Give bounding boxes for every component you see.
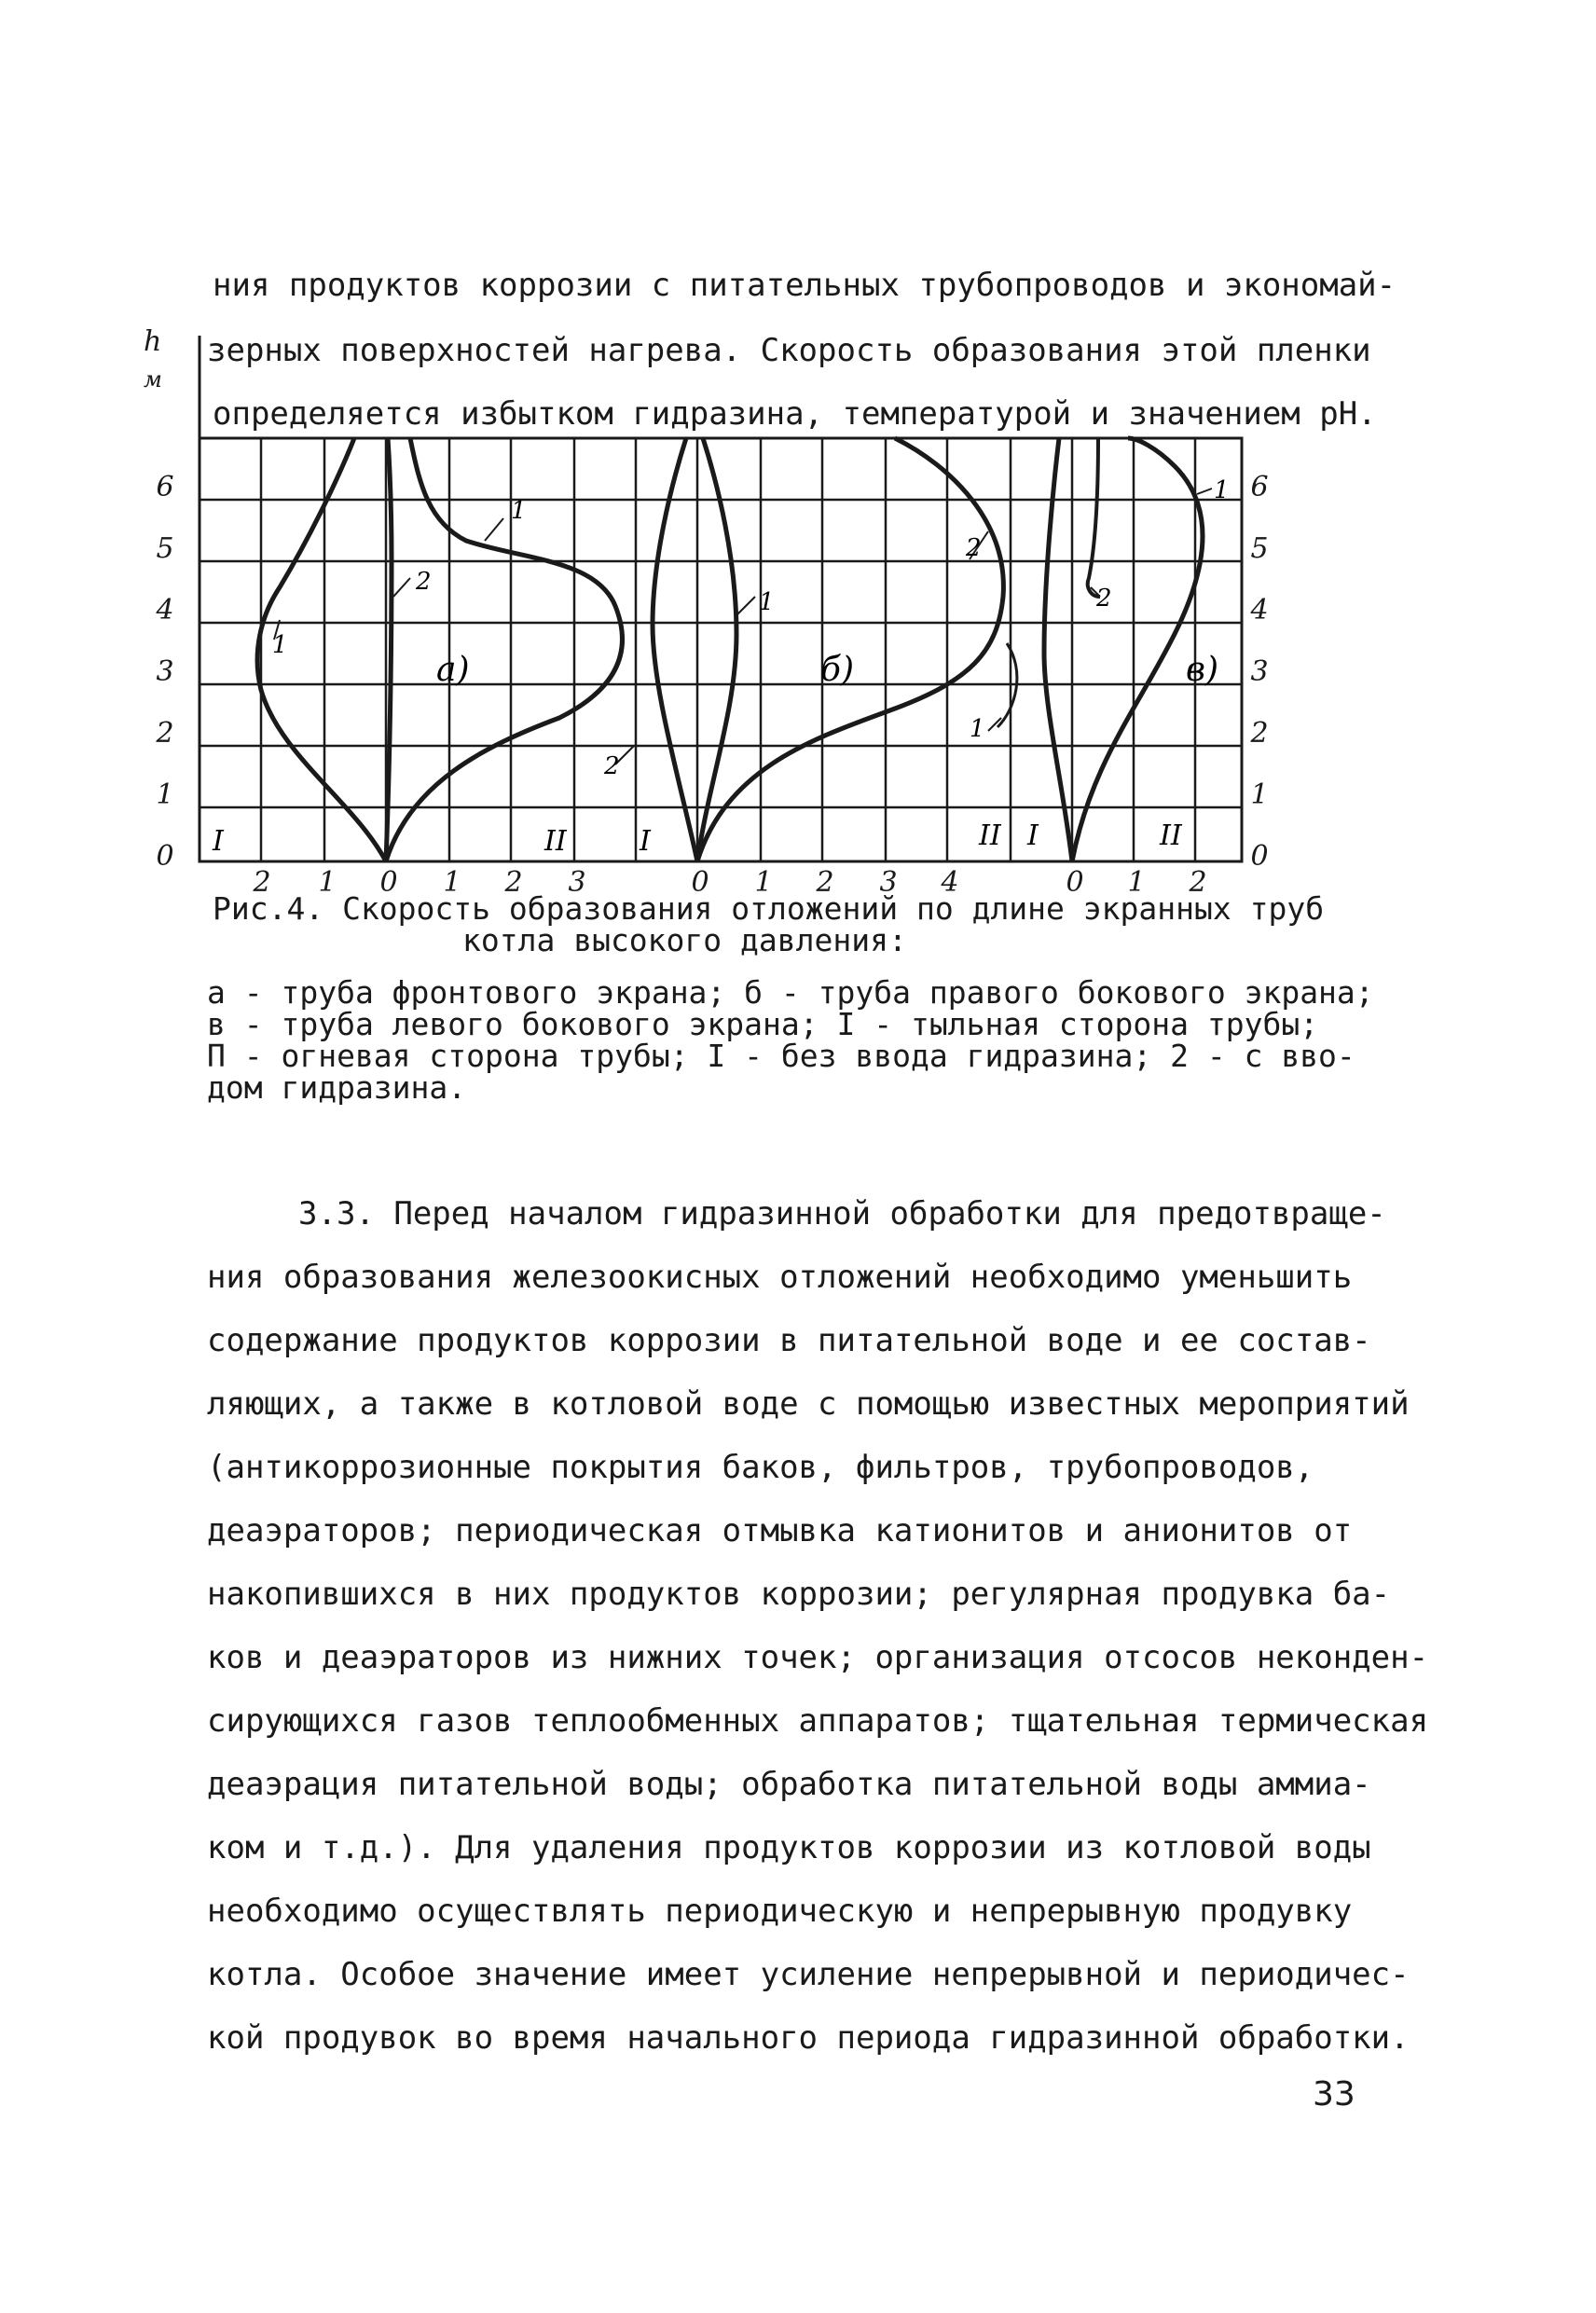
- main-paragraph-line-12: необходимо осуществлять периодическую и непрерывную продувку: [207, 1893, 1353, 1930]
- top-paragraph-line-2: зерных поверхностей нагрева. Скорость образования этой пленки: [207, 332, 1371, 369]
- deposition-rate-chart: [0, 0, 1596, 932]
- panel-label-c: в): [1186, 651, 1218, 689]
- curve-label-a-1r: 1: [511, 497, 527, 525]
- x-tick-a-1: 1: [443, 866, 461, 899]
- figure-legend-line-4: дом гидразина.: [207, 1069, 467, 1106]
- curve-label-b-2t: 1: [970, 715, 985, 743]
- main-paragraph-line-4: ляющих, а также в котловой воде с помощью известных мероприятий: [207, 1385, 1410, 1423]
- figure-legend-line-1: а - труба фронтового экрана; б - труба правого бокового экрана;: [207, 974, 1374, 1011]
- y-axis-label-h: h: [144, 325, 162, 358]
- main-paragraph-line-3: содержание продуктов коррозии в питательной воде и ее состав-: [207, 1322, 1371, 1359]
- curve-label-b-1l: 2: [604, 752, 620, 780]
- side-label-c-i: I: [1027, 819, 1039, 852]
- curve-label-b-2: 1: [759, 588, 775, 616]
- figure-legend-line-3: П - огневая сторона трубы; I - без ввода гидразина; 2 - с вво-: [207, 1038, 1355, 1074]
- y-tick-right-1: 1: [1250, 778, 1269, 811]
- x-tick-b-4: 4: [941, 866, 959, 899]
- side-label-b-ii: II: [979, 819, 1001, 852]
- main-paragraph-line-5: (антикоррозионные покрытия баков, фильтров, трубопроводов,: [207, 1449, 1314, 1486]
- curve-b-1-tyl: [653, 438, 697, 861]
- x-tick-b-2: 2: [816, 866, 834, 899]
- y-tick-right-5: 5: [1250, 532, 1269, 565]
- side-label-a-ii: II: [544, 825, 567, 858]
- panel-label-b: б): [820, 651, 855, 689]
- top-paragraph-line-3: определяется избытком гидразина, температурой и значением pH.: [213, 395, 1377, 433]
- x-tick-b-0: 0: [691, 866, 709, 899]
- main-paragraph-line-10: деаэрация питательной воды; обработка питательной воды аммиа-: [207, 1766, 1371, 1803]
- x-tick-b-3: 3: [879, 866, 898, 899]
- figure-caption-title: Рис.4. Скорость образования отложений по длине экранных труб: [213, 890, 1325, 927]
- x-tick-a-3: 3: [568, 866, 586, 899]
- page-number: 33: [1313, 2075, 1355, 2113]
- y-tick-left-4: 4: [156, 594, 174, 626]
- y-tick-right-4: 4: [1250, 594, 1269, 626]
- main-paragraph-line-2: ния образования железоокисных отложений необходимо уменьшить: [207, 1259, 1353, 1296]
- x-tick-c-0: 0: [1066, 866, 1084, 899]
- curve-c-2: [1088, 438, 1100, 597]
- main-paragraph-line-8: ков и деаэраторов из нижних точек; организация отсосов неконден-: [207, 1639, 1429, 1676]
- side-label-c-ii: II: [1160, 819, 1182, 852]
- main-paragraph-line-7: накопившихся в них продуктов коррозии; регулярная продувка ба-: [207, 1576, 1391, 1613]
- panel-label-a: а): [436, 651, 470, 689]
- main-paragraph-line-1: 3.3. Перед началом гидразинной обработки для предотвраще-: [298, 1195, 1386, 1232]
- side-label-b-i: I: [640, 825, 651, 858]
- curve-b-1: [697, 438, 1003, 861]
- y-tick-left-0: 0: [156, 840, 174, 873]
- curve-label-b-1r: 2: [966, 534, 982, 562]
- main-paragraph-line-9: сирующихся газов теплообменных аппаратов; тщательная термическая: [207, 1702, 1429, 1740]
- main-paragraph-line-14: кой продувок во время начального периода гидразинной обработки.: [207, 2019, 1410, 2057]
- y-tick-right-6: 6: [1250, 471, 1269, 503]
- y-tick-left-1: 1: [156, 778, 174, 811]
- main-paragraph-line-6: деаэраторов; периодическая отмывка катионитов и анионитов от: [207, 1512, 1353, 1549]
- x-tick-a-0: 0: [379, 866, 398, 899]
- figure-caption-subtitle: котла высокого давления:: [462, 922, 907, 958]
- y-tick-right-3: 3: [1250, 655, 1269, 688]
- curve-label-a-1l: 1: [272, 631, 288, 659]
- y-tick-left-6: 6: [156, 471, 174, 503]
- curve-label-c-2: 2: [1096, 585, 1112, 613]
- x-tick-c-1: 1: [1127, 866, 1146, 899]
- x-tick-a-1l: 1: [318, 866, 337, 899]
- curve-label-a-2: 2: [416, 568, 432, 596]
- x-tick-a-2l: 2: [253, 866, 271, 899]
- figure-legend-line-2: в - труба левого бокового экрана; I - тыльная сторона трубы;: [207, 1006, 1319, 1042]
- curve-label-c-1: 1: [1214, 476, 1230, 504]
- x-tick-a-2: 2: [504, 866, 523, 899]
- y-tick-right-2: 2: [1250, 717, 1269, 750]
- top-paragraph-line-1: ния продуктов коррозии с питательных трубопроводов и экономай-: [213, 267, 1396, 304]
- x-tick-c-2: 2: [1189, 866, 1207, 899]
- main-paragraph-line-11: ком и т.д.). Для удаления продуктов коррозии из котловой воды: [207, 1829, 1371, 1866]
- y-tick-right-0: 0: [1250, 840, 1269, 873]
- y-tick-left-2: 2: [156, 717, 174, 750]
- curve-a-1-fire: [386, 438, 623, 861]
- curve-c-1: [1072, 438, 1203, 861]
- side-label-a-i: I: [213, 825, 224, 858]
- y-tick-left-5: 5: [156, 532, 174, 565]
- main-paragraph-line-13: котла. Особое значение имеет усиление непрерывной и периодичес-: [207, 1956, 1410, 1993]
- curve-c-1-tyl: [1044, 438, 1072, 861]
- y-tick-left-3: 3: [156, 655, 174, 688]
- y-axis-label-unit: м: [144, 366, 162, 392]
- x-tick-b-1: 1: [754, 866, 773, 899]
